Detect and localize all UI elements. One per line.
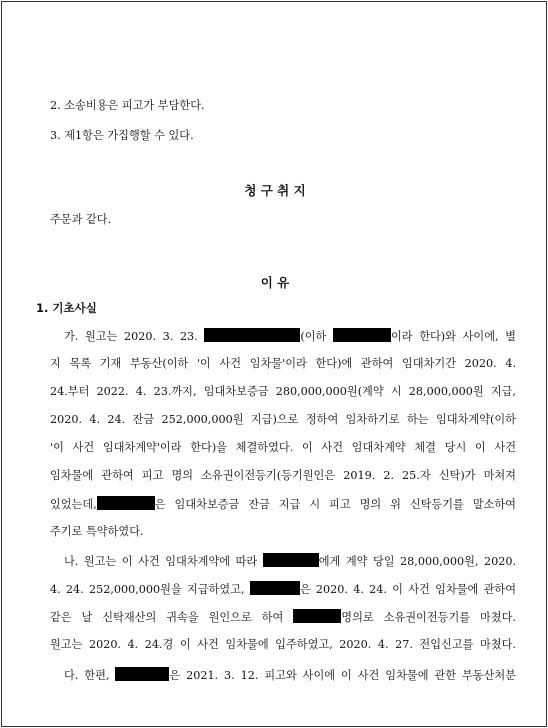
para-ga-line-7 — [50, 496, 516, 513]
section-basic-facts: 1. 기초사실 — [36, 301, 97, 315]
para-ga-line-4: 2020. 4. 24. 잔금 252,000,000원 지급)으로 정하여 임차하기로 하는 임대차계약(이하 — [50, 413, 516, 426]
para-na-text: 4. 24. 252,000,000원을 지급하였고, — [50, 583, 245, 596]
para-na-text: 은 2020. 4. 24. 이 사건 임차물에 관하여 — [299, 583, 517, 596]
para-na-line-1 — [64, 553, 516, 570]
redaction-block — [333, 328, 391, 342]
para-ga-line-1 — [64, 328, 516, 345]
document-page — [1, 1, 547, 727]
redaction-block — [204, 328, 300, 342]
claim-body: 주문과 같다. — [50, 213, 112, 226]
para-ga-line-3: 24.부터 2022. 4. 23.까지, 임대차보증금 280,000,000원(계약 시 28,000,000원 지급, — [50, 385, 516, 398]
para-ga-text: 가. 원고는 2020. 3. 23. — [64, 330, 198, 343]
redaction-block — [293, 609, 341, 623]
para-na-text: 명의로 소유권이전등기를 마쳤다. — [341, 611, 516, 624]
para-na-line-4: 원고는 2020. 4. 24.경 이 사건 임차물에 입주하였고, 2020. 4. 27. 전입신고를 마쳤다. — [50, 638, 516, 651]
claim-heading: 청 구 취 지 — [244, 183, 306, 198]
reasons-heading: 이 유 — [260, 275, 290, 290]
para-ga-text: 있었는데, — [50, 498, 97, 511]
para-ga-line-8: 주기로 특약하였다. — [50, 525, 144, 538]
para-ga-text: 은 임대차보증금 잔금 지급 시 피고 명의 위 신탁등기를 말소하여 — [154, 498, 516, 511]
redaction-block — [115, 667, 169, 681]
para-ga-text: (이하 — [300, 330, 327, 343]
redaction-block — [263, 553, 319, 567]
para-na-text: 같은 날 신탁재산의 귀속을 원인으로 하여 — [50, 611, 284, 624]
order-item-2: 2. 소송비용은 피고가 부담한다. — [50, 99, 205, 112]
order-item-3: 3. 제1항은 가집행할 수 있다. — [50, 129, 194, 142]
para-na-text: 에게 계약 당일 28,000,000원, 2020. — [318, 555, 517, 568]
para-ga-line-5: '이 사건 임대차계약'이라 한다)을 체결하였다. 이 사건 임대차계약 체결 당시 이 사건 — [50, 441, 516, 454]
para-na-line-3 — [50, 609, 516, 626]
para-da-text: 은 2021. 3. 12. 피고와 사이에 이 사건 임차물에 관한 부동산처분 — [169, 669, 516, 682]
para-ga-line-6: 임차물에 관하여 피고 명의 소유권이전등기(등기원인은 2019. 2. 25.자 신탁)가 마쳐져 — [50, 469, 516, 482]
para-ga-line-2: 지 목록 기재 부동산(이하 '이 사건 임차물'이라 한다)에 관하여 임대차기간 2020. 4. — [50, 357, 516, 370]
para-da-text: 다. 한편, — [64, 669, 110, 682]
redaction-block — [97, 496, 155, 510]
redaction-block — [250, 581, 300, 595]
para-da-line-1 — [64, 667, 516, 684]
para-na-line-2 — [50, 581, 516, 598]
para-ga-text: 이라 한다)와 사이에, 별 — [390, 330, 516, 343]
para-na-text: 나. 원고는 이 사건 임대차계약에 따라 — [64, 555, 258, 568]
